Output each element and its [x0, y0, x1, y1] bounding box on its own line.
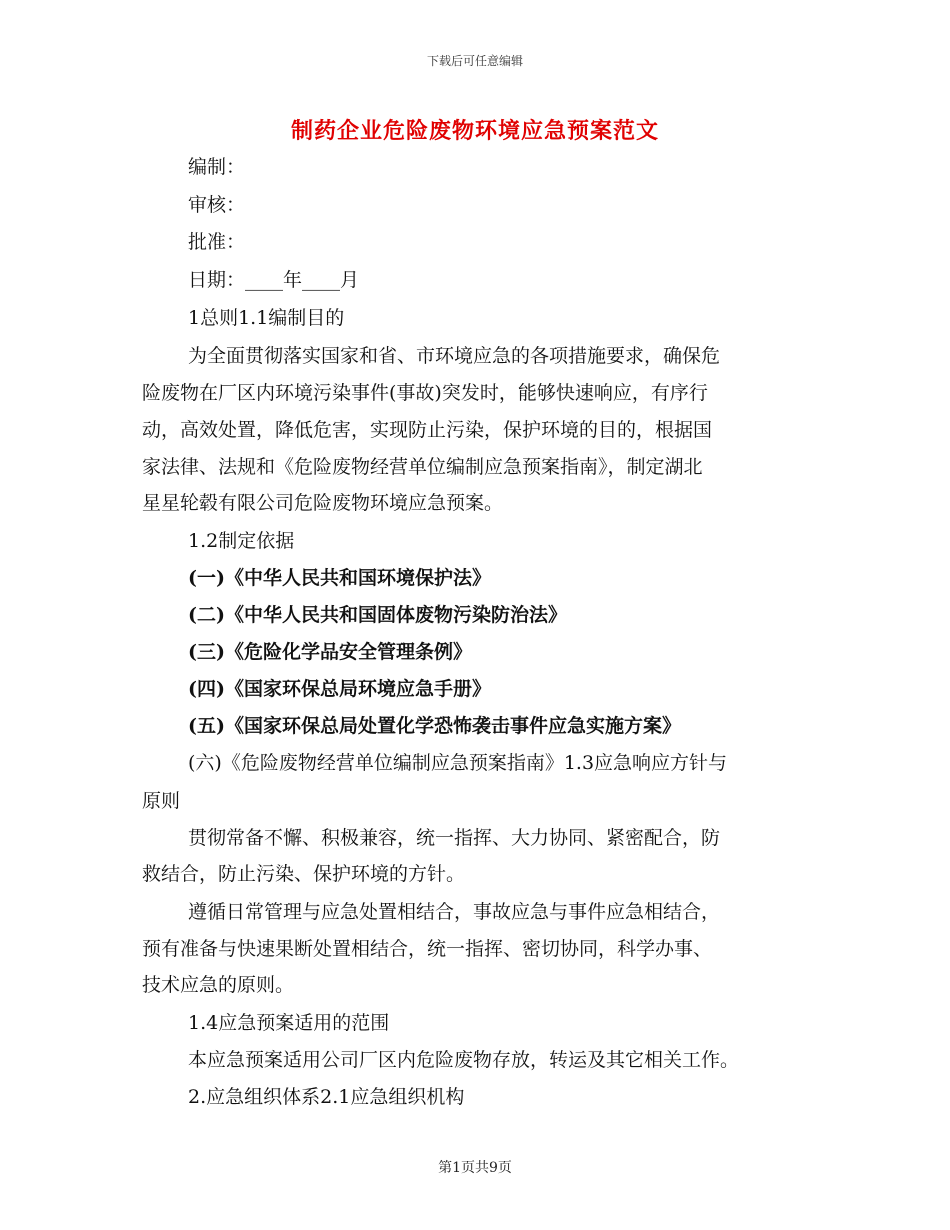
document-title: 制药企业危险废物环境应急预案范文	[290, 118, 659, 144]
section-heading: 1.2制定依据	[188, 530, 295, 552]
paragraph-line: 原则	[142, 790, 181, 812]
section-heading: 2.应急组织体系2.1应急组织机构	[188, 1086, 465, 1108]
paragraph-line: 贯彻常备不懈、积极兼容，统一指挥、大力协同、紧密配合，防	[188, 827, 721, 849]
section-heading: 1.4应急预案适用的范围	[188, 1012, 390, 1034]
paragraph-line: 家法律、法规和《危险废物经营单位编制应急预案指南》，制定湖北	[142, 456, 703, 478]
paragraph-line: 救结合，防止污染、保护环境的方针。	[142, 863, 466, 885]
paragraph-line: 本应急预案适用公司厂区内危险废物存放，转运及其它相关工作。	[188, 1049, 740, 1071]
paragraph-line: 为全面贯彻落实国家和省、市环境应急的各项措施要求，确保危	[188, 345, 721, 367]
page-footer: 第1页共9页	[438, 1160, 512, 1176]
meta-review: 审核：	[188, 194, 246, 216]
reference-item: (五)《国家环保总局处置化学恐怖袭击事件应急实施方案》	[188, 715, 681, 737]
paragraph-line: 技术应急的原则。	[142, 974, 295, 996]
paragraph-line: 险废物在厂区内环境污染事件(事故)突发时，能够快速响应，有序行	[142, 382, 708, 404]
paragraph-line: 动，高效处置，降低危害，实现防止污染，保护环境的目的，根据国	[142, 419, 713, 441]
section-heading: 1总则1.1编制目的	[188, 307, 345, 329]
meta-date: 日期：____年____月	[188, 269, 360, 291]
reference-item: (一)《中华人民共和国环境保护法》	[188, 567, 491, 589]
paragraph-line: 预有准备与快速果断处置相结合，统一指挥、密切协同，科学办事、	[142, 938, 713, 960]
paragraph-line: 遵循日常管理与应急处置相结合，事故应急与事件应急相结合，	[188, 901, 721, 923]
header-note: 下载后可任意编辑	[426, 54, 523, 68]
meta-compile: 编制：	[188, 156, 246, 178]
paragraph-line: 星星轮毂有限公司危险废物环境应急预案。	[142, 492, 504, 514]
reference-item: (二)《中华人民共和国固体废物污染防治法》	[188, 604, 567, 626]
reference-item: (六)《危险废物经营单位编制应急预案指南》1.3应急响应方针与	[188, 752, 728, 774]
meta-approve: 批准：	[188, 231, 246, 253]
reference-item: (三)《危险化学品安全管理条例》	[188, 641, 472, 663]
reference-item: (四)《国家环保总局环境应急手册》	[188, 678, 491, 700]
